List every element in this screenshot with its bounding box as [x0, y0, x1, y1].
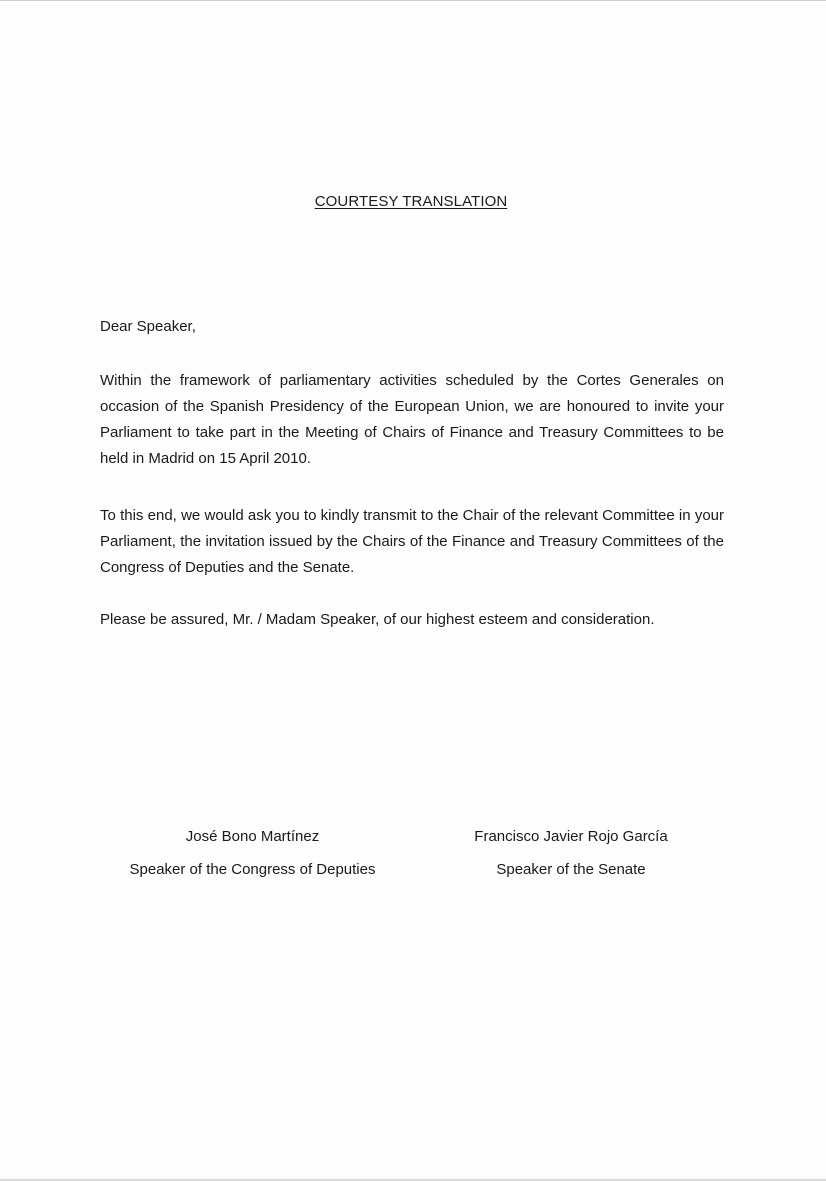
paragraph-request: To this end, we would ask you to kindly transmit to the Chair of the relevant Committee in your Parliament, the invitation issued by the Chairs of the Finance and Treasury Committees of the Congress of Deputies and the Senate.: [100, 507, 724, 576]
signatory-name: José Bono Martínez: [185, 828, 320, 845]
signatory-title: Speaker of the Congress of Deputies: [129, 861, 376, 878]
signatory-name: Francisco Javier Rojo García: [474, 828, 668, 845]
document-heading: COURTESY TRANSLATION: [314, 193, 508, 210]
signatory-title: Speaker of the Senate: [496, 861, 646, 878]
page-top-edge: [0, 0, 826, 1]
salutation: Dear Speaker,: [100, 318, 196, 335]
signature-block-senate: [445, 820, 697, 886]
paragraph-closing: Please be assured, Mr. / Madam Speaker, of our highest esteem and consideration.: [100, 611, 655, 628]
signature-block-congress: [100, 820, 405, 886]
paragraph-invitation: Within the framework of parliamentary activities scheduled by the Cortes Generales on occasion of the Spanish Presidency of the European Union, we are honoured to invite your Parliament to take part in the Meeting of Chairs of Finance and Treasury Committees to be held in Madrid on 15 April 2010.: [100, 372, 724, 467]
